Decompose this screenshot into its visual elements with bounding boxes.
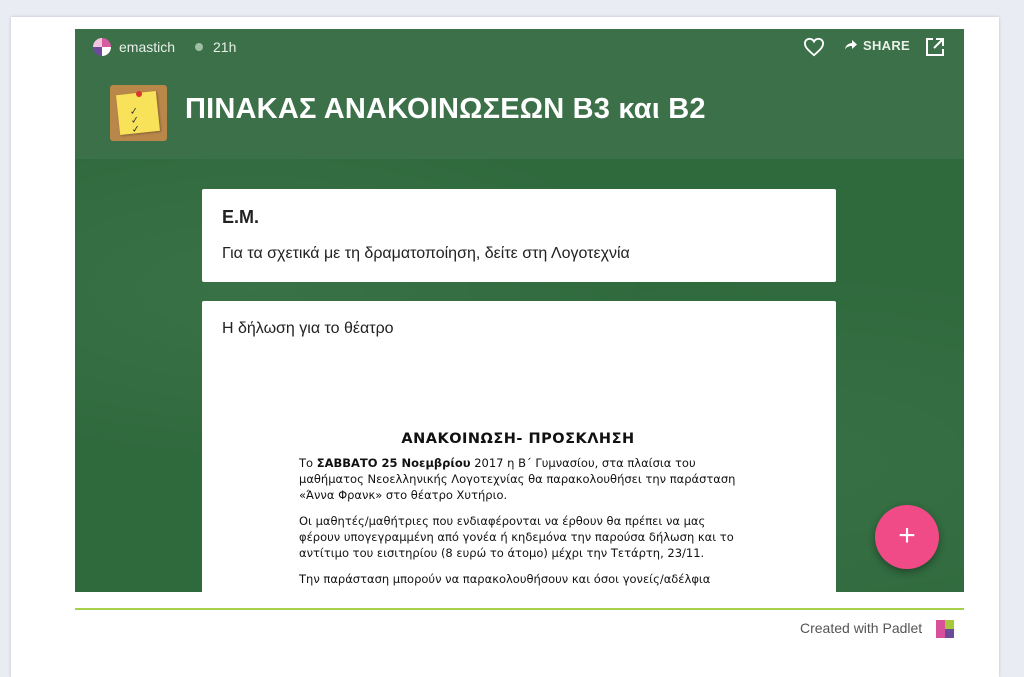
post-card[interactable] [202, 301, 836, 592]
created-with-padlet-link[interactable]: Created with Padlet [800, 620, 923, 636]
paragraph-prefix: Το [299, 456, 317, 470]
post-time: 21h [213, 39, 237, 55]
add-post-button[interactable] [875, 505, 939, 569]
board-title: ΠΙΝΑΚΑΣ ΑΝΑΚΟΙΝΩΣΕΩΝ Β3 και Β2 [185, 93, 706, 125]
document-preview[interactable] [299, 431, 737, 592]
highlighted-date: ΣΑΒΒΑΤΟ 25 Νοεμβρίου [316, 456, 471, 470]
checklist-icon: ✓ ✓ ✓ [129, 105, 141, 136]
paragraph-rest: 2017 η Β΄ Γυμνασίου, στα πλαίσια του μαθήματος Νεοελληνικής Λογοτεχνίας θα παρακολουθήσει την παράσταση «Άννα Φρανκ» στο θέατρο Χυτήριο. [299, 456, 736, 502]
share-arrow-icon [845, 40, 857, 50]
post-subject: Ε.Μ. [222, 207, 260, 227]
board-logo-icon [110, 85, 167, 141]
avatar-icon[interactable] [93, 38, 111, 56]
document-paragraph: Οι μαθητές/μαθήτριες που ενδιαφέρονται να έρθουν θα πρέπει να μας φέρουν υπογεγραμμένη από γονέα ή κηδεμόνα την παρούσα δήλωση και το αντίτιμο του εισιτηρίου (8 ευρώ το άτομο) μέχρι την Τετάρτη, 23/11. [299, 514, 734, 560]
separator-dot [195, 43, 203, 51]
share-label: SHARE [863, 38, 911, 53]
pin-icon [136, 91, 142, 97]
board-topbar [75, 29, 964, 65]
heart-icon[interactable] [803, 37, 825, 57]
post-subject: Η δήλωση για το θέατρο [222, 320, 394, 337]
author-name[interactable]: emastich [119, 39, 176, 55]
padlet-board [75, 29, 964, 592]
document-paragraph [299, 455, 737, 503]
share-button[interactable] [845, 38, 910, 53]
post-card[interactable] [202, 189, 836, 282]
document-paragraph: Την παράσταση μπορούν να παρακολουθήσουν και όσοι γονείς/αδέλφια [299, 572, 711, 586]
document-heading: ΑΝΑΚΟΙΝΩΣΗ- ΠΡΟΣΚΛΗΣΗ [401, 431, 635, 447]
padlet-logo-icon[interactable] [936, 620, 954, 638]
padlet-frame [11, 17, 999, 677]
footer-divider [75, 608, 964, 610]
post-body: Για τα σχετικά με τη δραματοποίηση, δείτε στη Λογοτεχνία [222, 245, 630, 262]
sticky-note-icon [116, 91, 160, 135]
external-link-icon[interactable] [925, 37, 945, 57]
plus-icon: + [898, 519, 916, 552]
